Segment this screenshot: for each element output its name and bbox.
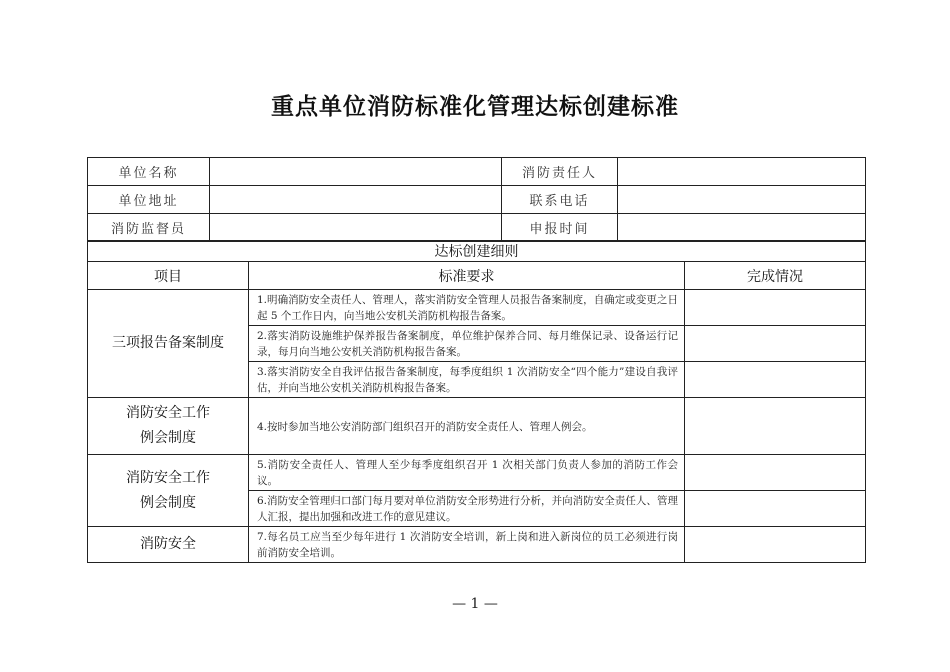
item-cell: 消防安全 bbox=[88, 527, 249, 563]
report-time-value[interactable] bbox=[618, 214, 866, 242]
phone-value[interactable] bbox=[618, 186, 866, 214]
unit-info-table bbox=[87, 157, 866, 242]
table-row bbox=[88, 214, 866, 242]
status-cell[interactable] bbox=[685, 326, 866, 362]
column-header-item: 项目 bbox=[88, 262, 249, 290]
item-cell bbox=[88, 398, 249, 455]
requirement-cell: 4.按时参加当地公安消防部门组织召开的消防安全责任人、管理人例会。 bbox=[249, 398, 685, 455]
standards-detail-table bbox=[87, 240, 866, 563]
status-cell[interactable] bbox=[685, 398, 866, 455]
unit-address-value[interactable] bbox=[210, 186, 502, 214]
table-row bbox=[88, 186, 866, 214]
item-cell: 三项报告备案制度 bbox=[88, 290, 249, 398]
section-title: 达标创建细则 bbox=[88, 241, 866, 262]
status-cell[interactable] bbox=[685, 290, 866, 326]
requirement-cell: 1.明确消防安全责任人、管理人，落实消防安全管理人员报告备案制度，自确定或变更之日起 5 个工作日内，向当地公安机关消防机构报告备案。 bbox=[249, 290, 685, 326]
supervisor-label: 消防监督员 bbox=[88, 214, 210, 242]
document-title: 重点单位消防标准化管理达标创建标准 bbox=[271, 94, 679, 120]
status-cell[interactable] bbox=[685, 527, 866, 563]
supervisor-value[interactable] bbox=[210, 214, 502, 242]
table-row bbox=[88, 527, 866, 563]
item-line: 消防安全工作 bbox=[126, 405, 210, 421]
requirement-cell: 6.消防安全管理归口部门每月要对单位消防安全形势进行分析，并向消防安全责任人、管理人汇报，提出加强和改进工作的意见建议。 bbox=[249, 491, 685, 527]
page-number: — 1 — bbox=[452, 596, 498, 612]
fire-responsible-label: 消防责任人 bbox=[502, 158, 618, 186]
unit-name-value[interactable] bbox=[210, 158, 502, 186]
requirement-cell: 5.消防安全责任人、管理人至少每季度组织召开 1 次相关部门负责人参加的消防工作会议。 bbox=[249, 455, 685, 491]
unit-address-label: 单位地址 bbox=[88, 186, 210, 214]
column-header-status: 完成情况 bbox=[685, 262, 866, 290]
phone-label: 联系电话 bbox=[502, 186, 618, 214]
table-row bbox=[88, 158, 866, 186]
table-header-row bbox=[88, 262, 866, 290]
requirement-cell: 7.每名员工应当至少每年进行 1 次消防安全培训，新上岗和进入新岗位的员工必须进行岗前消防安全培训。 bbox=[249, 527, 685, 563]
status-cell[interactable] bbox=[685, 491, 866, 527]
item-cell bbox=[88, 455, 249, 527]
table-row bbox=[88, 241, 866, 262]
status-cell[interactable] bbox=[685, 455, 866, 491]
table-row bbox=[88, 290, 866, 326]
column-header-requirement: 标准要求 bbox=[249, 262, 685, 290]
table-row bbox=[88, 455, 866, 491]
status-cell[interactable] bbox=[685, 362, 866, 398]
table-row bbox=[88, 398, 866, 455]
report-time-label: 申报时间 bbox=[502, 214, 618, 242]
item-line: 例会制度 bbox=[140, 494, 196, 511]
item-line: 例会制度 bbox=[140, 430, 196, 446]
requirement-cell: 3.落实消防安全自我评估报告备案制度，每季度组织 1 次消防安全“四个能力”建设自我评估，并向当地公安机关消防机构报告备案。 bbox=[249, 362, 685, 398]
requirement-cell: 2.落实消防设施维护保养报告备案制度，单位维护保养合同、每月维保记录、设备运行记录，每月向当地公安机关消防机构报告备案。 bbox=[249, 326, 685, 362]
fire-responsible-value[interactable] bbox=[618, 158, 866, 186]
item-line: 消防安全工作 bbox=[126, 469, 210, 486]
unit-name-label: 单位名称 bbox=[88, 158, 210, 186]
